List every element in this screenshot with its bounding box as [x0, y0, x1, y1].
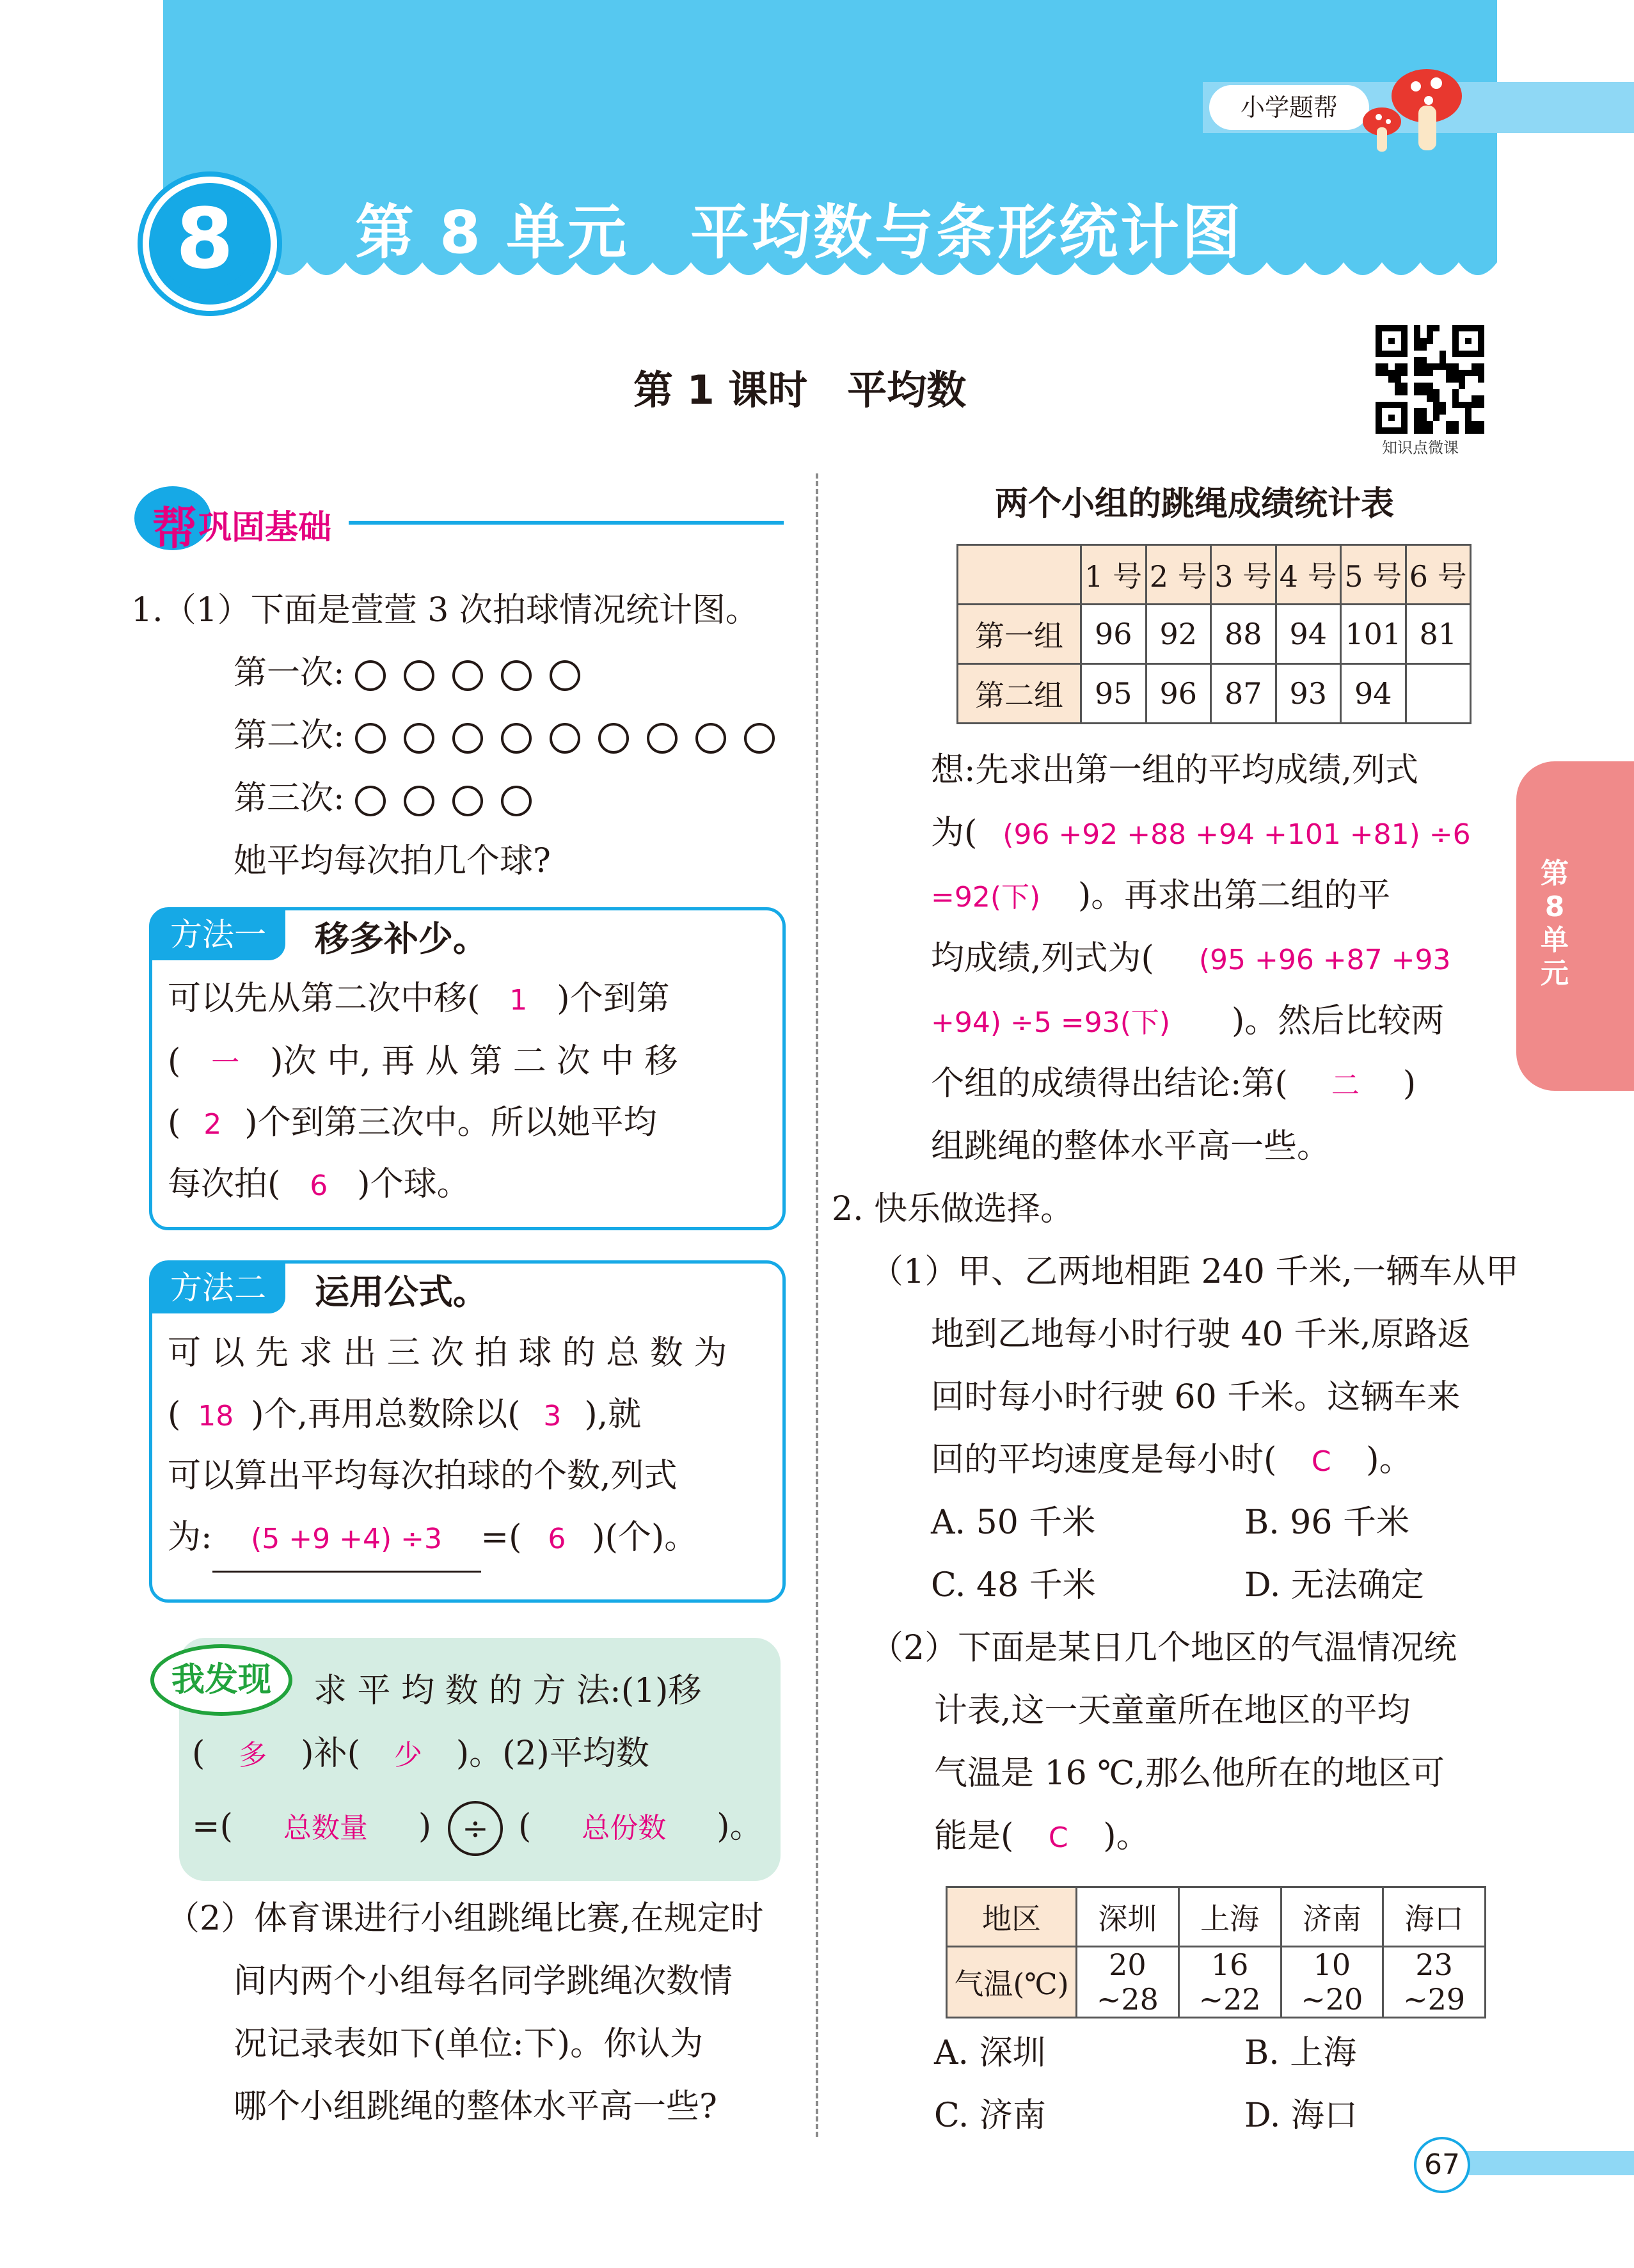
answer[interactable]: =92(下)	[931, 881, 1041, 914]
answer[interactable]: 总份数	[582, 1812, 667, 1844]
discover-line2: ( 多 )补( 少 )。(2)平均数	[192, 1722, 649, 1787]
answer[interactable]: 少	[393, 1739, 422, 1772]
answer[interactable]: 多	[239, 1739, 267, 1772]
column-divider	[816, 473, 818, 2137]
dot-row-label: 第二次:	[234, 717, 345, 755]
discover-line3b: ( 总份数 )。	[518, 1795, 763, 1860]
q2p2-line3: 气温是 16 ℃,那么他所在的地区可	[934, 1754, 1445, 1793]
lesson-title: 第 1 课时 平均数	[633, 367, 967, 413]
q2p1-option-d[interactable]: D. 无法确定	[1244, 1566, 1424, 1605]
jump-table-title: 两个小组的跳绳成绩统计表	[995, 485, 1395, 523]
table-header-cell: 地区	[947, 1887, 1077, 1947]
ball-circle	[647, 723, 678, 754]
answer[interactable]: 一	[211, 1047, 240, 1079]
ball-circle	[404, 723, 434, 754]
side-tab-label: 第8单元	[1541, 857, 1569, 990]
qr-caption: 知识点微课	[1382, 439, 1459, 457]
method1-line1: 可以先从第二次中移( 1 )个到第	[168, 967, 670, 1032]
q2p1-option-a[interactable]: A. 50 千米	[931, 1503, 1096, 1542]
table-cell: 16 ~22	[1178, 1947, 1281, 2018]
answer[interactable]: (96 +92 +88 +94 +101 +81) ÷6	[1003, 818, 1471, 851]
dot-row-label: 第三次:	[234, 779, 345, 818]
method2-tag: 方法二	[151, 1262, 285, 1313]
table-cell: 94	[1341, 664, 1406, 724]
dots	[355, 654, 598, 692]
table-header-cell: 3 号	[1211, 545, 1276, 605]
ball-circle	[695, 723, 726, 754]
table-cell: 88	[1211, 605, 1276, 664]
method2-line3: 可以算出平均每次拍球的个数,列式	[168, 1457, 678, 1495]
table-cell: 81	[1406, 605, 1471, 664]
table-cell: 93	[1276, 664, 1341, 724]
method2-line1: 可 以 先 求 出 三 次 拍 球 的 总 数 为	[168, 1334, 727, 1372]
table-cell: 87	[1211, 664, 1276, 724]
answer[interactable]: C	[1311, 1445, 1331, 1478]
q1p2-line3: 况记录表如下(单位:下)。你认为	[234, 2025, 704, 2063]
think-line2: 为( (96 +92 +88 +94 +101 +81) ÷6	[931, 814, 1471, 852]
think-line6: 个组的成绩得出结论:第( 二 )	[931, 1052, 1416, 1117]
method1-line3: ( 2 )个到第三次中。所以她平均	[168, 1091, 657, 1156]
ball-circle	[355, 723, 386, 754]
page-number-bar	[1465, 2151, 1634, 2175]
table-header-cell: 深圳	[1077, 1887, 1179, 1947]
q2p1-line2: 地到乙地每小时行驶 40 千米,原路返	[931, 1315, 1471, 1354]
answer[interactable]: 18	[198, 1400, 234, 1432]
method1-line4: 每次拍( 6 )个球。	[168, 1153, 470, 1217]
ball-circle	[744, 723, 775, 754]
q2p1-option-c[interactable]: C. 48 千米	[931, 1566, 1096, 1605]
table-cell: 第二组	[958, 664, 1081, 724]
q1p2-line4: 哪个小组跳绳的整体水平高一些?	[234, 2088, 717, 2126]
discover-line3: =( 总数量 )	[192, 1795, 431, 1860]
dot-row-1	[234, 642, 598, 704]
table-row	[947, 1947, 1486, 2018]
table-header-cell: 2 号	[1146, 545, 1211, 605]
table-cell: 10 ~20	[1281, 1947, 1383, 2018]
answer[interactable]: 6	[310, 1170, 328, 1202]
table-cell: 92	[1146, 605, 1211, 664]
table-cell: 96	[1081, 605, 1146, 664]
table-cell: 96	[1146, 664, 1211, 724]
ball-circle	[550, 660, 580, 691]
dots	[355, 779, 550, 818]
q2p1-line1: （1）甲、乙两地相距 240 千米,一辆车从甲	[870, 1253, 1519, 1291]
q2p2-line2: 计表,这一天童童所在地区的平均	[934, 1692, 1411, 1730]
ball-circle	[501, 786, 532, 816]
table-header-cell: 5 号	[1341, 545, 1406, 605]
table-header-cell: 上海	[1178, 1887, 1281, 1947]
method1-title: 移多补少。	[315, 919, 488, 959]
ball-circle	[452, 786, 483, 816]
ball-circle	[452, 723, 483, 754]
ball-circle	[355, 786, 386, 816]
ball-circle	[404, 660, 434, 691]
table-header-cell	[958, 545, 1081, 605]
section-title: 巩固基础	[198, 509, 332, 547]
brand-label: 小学题帮	[1209, 85, 1369, 130]
side-tab[interactable]	[1516, 761, 1634, 1091]
table-header-cell: 济南	[1281, 1887, 1383, 1947]
answer[interactable]: C	[1048, 1821, 1068, 1854]
think-line4: 均成绩,列式为( (95 +96 +87 +93	[931, 939, 1451, 978]
think-line5: +94) ÷5 =93(下) )。然后比较两	[931, 990, 1444, 1054]
q1p2-line1: （2）体育课进行小组跳绳比赛,在规定时	[166, 1899, 764, 1938]
q2-stem: 2. 快乐做选择。	[832, 1190, 1074, 1228]
answer[interactable]: 2	[203, 1108, 222, 1141]
answer[interactable]: 3	[543, 1400, 562, 1432]
think-line3: =92(下) )。再求出第二组的平	[931, 864, 1390, 929]
table-cell: 23 ~29	[1383, 1947, 1486, 2018]
answer[interactable]: 二	[1331, 1069, 1360, 1102]
q2p2-line4: 能是( C )。	[934, 1805, 1150, 1869]
mushroom-icon	[1360, 61, 1468, 157]
q2p1-line3: 回时每小时行驶 60 千米。这辆车来	[931, 1378, 1461, 1416]
dots	[355, 717, 793, 755]
method1-tag: 方法一	[151, 909, 285, 960]
method2-line4: 为: (5 +9 +4) ÷3 =( 6 )(个)。	[168, 1506, 697, 1573]
answer[interactable]: 1	[509, 984, 528, 1017]
think-line1: 想:先求出第一组的平均成绩,列式	[931, 751, 1419, 789]
table-row	[958, 664, 1471, 724]
dot-row-3	[234, 767, 550, 830]
table-header-cell: 6 号	[1406, 545, 1471, 605]
think-line7: 组跳绳的整体水平高一些。	[931, 1127, 1331, 1166]
temperature-table	[946, 1886, 1486, 2018]
table-cell: 20 ~28	[1077, 1947, 1179, 2018]
table-cell: 第一组	[958, 605, 1081, 664]
q2p2-line1: （2）下面是某日几个地区的气温情况统	[870, 1629, 1457, 1667]
ball-circle	[452, 660, 483, 691]
table-cell: 气温(℃)	[947, 1947, 1077, 2018]
q2p2-option-b[interactable]: B. 上海	[1244, 2034, 1357, 2072]
discover-tag: 我发现	[150, 1644, 292, 1716]
table-header-cell: 4 号	[1276, 545, 1341, 605]
answer[interactable]: (5 +9 +4) ÷3	[212, 1508, 481, 1573]
answer[interactable]: 总数量	[283, 1812, 368, 1844]
divide-symbol: ÷	[448, 1801, 503, 1856]
table-cell	[1406, 664, 1471, 724]
unit-title: 第 8 单元 平均数与条形统计图	[355, 198, 1244, 267]
answer[interactable]: (95 +96 +87 +93	[1198, 944, 1451, 976]
unit-number: 8	[154, 187, 256, 290]
ball-circle	[501, 660, 532, 691]
table-header-cell: 海口	[1383, 1887, 1486, 1947]
method2-title: 运用公式。	[315, 1272, 488, 1312]
dot-row-label: 第一次:	[234, 654, 345, 692]
qr-code-icon[interactable]	[1376, 325, 1484, 434]
ball-circle	[404, 786, 434, 816]
q1p2-line2: 间内两个小组每名同学跳绳次数情	[234, 1962, 733, 2001]
answer[interactable]: 6	[548, 1523, 566, 1555]
table-cell: 101	[1341, 605, 1406, 664]
q2p1-line4: 回的平均速度是每小时( C )。	[931, 1429, 1413, 1493]
table-header-cell: 1 号	[1081, 545, 1146, 605]
method1-line2: ( 一 )次 中, 再 从 第 二 次 中 移	[168, 1030, 678, 1095]
ball-circle	[355, 660, 386, 691]
section-badge: 帮	[152, 502, 197, 555]
q2p2-option-c[interactable]: C. 济南	[934, 2097, 1046, 2135]
answer[interactable]: +94) ÷5 =93(下)	[931, 1006, 1171, 1039]
table-cell: 95	[1081, 664, 1146, 724]
ball-circle	[598, 723, 629, 754]
q1-stem: 1.（1）下面是萱萱 3 次拍球情况统计图。	[131, 591, 759, 630]
table-cell: 94	[1276, 605, 1341, 664]
page-number: 67	[1414, 2137, 1470, 2193]
table-row	[958, 605, 1471, 664]
jump-table	[956, 544, 1471, 724]
ball-circle	[501, 723, 532, 754]
dot-row-2	[234, 704, 793, 767]
section-rule	[349, 521, 784, 525]
q2p1-option-b[interactable]: B. 96 千米	[1244, 1503, 1409, 1542]
method2-line2: ( 18 )个,再用总数除以( 3 ),就	[168, 1383, 641, 1448]
q2p2-option-d[interactable]: D. 海口	[1244, 2097, 1358, 2135]
q1-question: 她平均每次拍几个球?	[234, 842, 551, 880]
ball-circle	[550, 723, 580, 754]
q2p2-option-a[interactable]: A. 深圳	[934, 2034, 1046, 2072]
discover-line1: 求 平 均 数 的 方 法:(1)移	[313, 1672, 702, 1710]
